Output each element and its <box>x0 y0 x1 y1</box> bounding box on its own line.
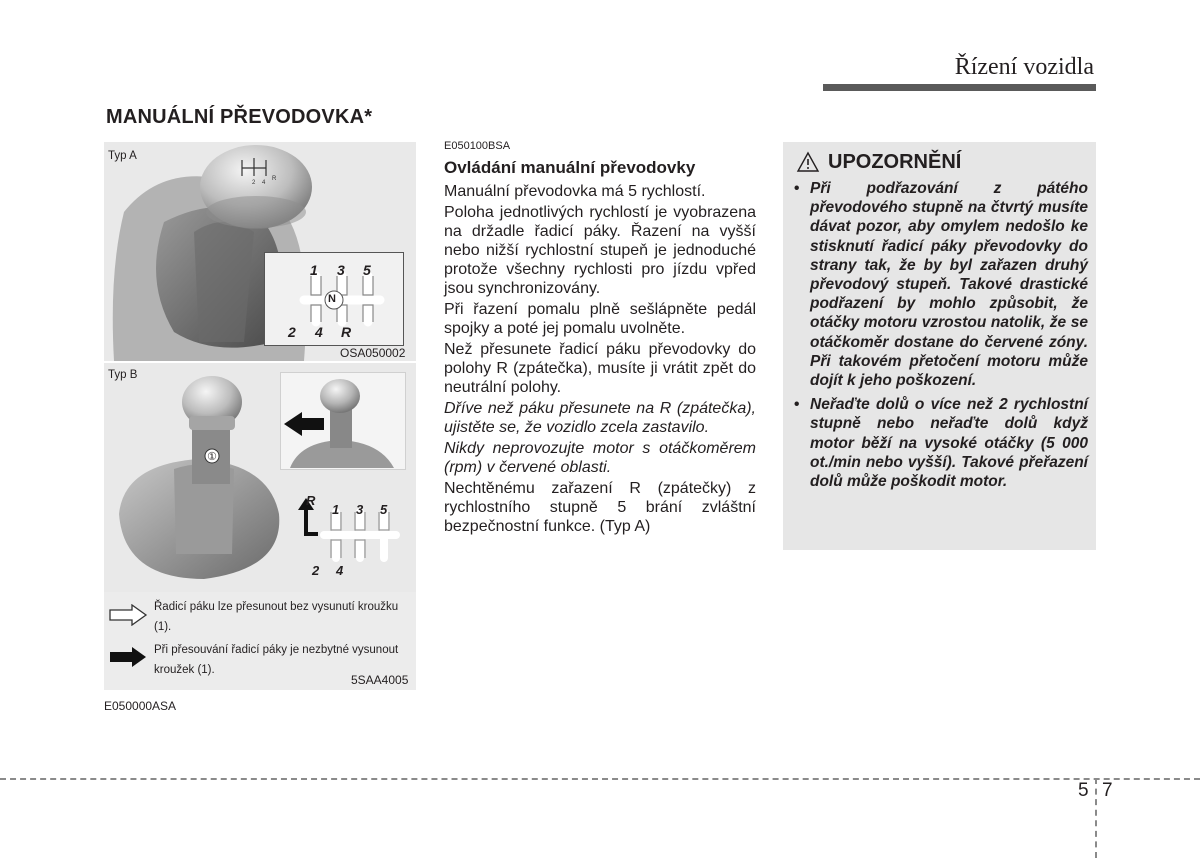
subsection-heading: Ovládání manuální převodovky <box>444 158 696 177</box>
footer-vertical-divider <box>1095 778 1097 858</box>
shift-a-gear-r: R <box>341 324 352 340</box>
warning-item-text: Neřaďte dolů o více než 2 rychlostní stupně nebo neřaďte dolů když motor běží na vysoké otáčky (5 000 ot./min nebo vyšší). Takové přeřazení dolů může poškodit motor. <box>810 396 1088 491</box>
body-paragraph: Než přesunete řadicí páku převodovky do polohy R (zpátečka), musíte ji vrátit zpět do neutrální polohy. <box>444 341 756 396</box>
section-reference-code: E050100BSA <box>444 140 511 152</box>
body-paragraph: Poloha jednotlivých rychlostí je vyobrazena na držadle řadicí páky. Řazení na vyšší nebo nižší rychlostní stupeň je jednoduché protože všechny rychlosti pro jízdu vpřed jsou synchronizovány. <box>444 204 756 297</box>
footer-dashed-line <box>0 778 1200 780</box>
shift-a-gear-5: 5 <box>363 262 371 278</box>
shift-b-gear-4: 4 <box>336 563 344 578</box>
knob-lift-illustration <box>280 372 404 468</box>
figure-divider <box>104 361 416 363</box>
outline-arrow-icon <box>108 604 148 626</box>
shift-b-gear-5: 5 <box>380 502 388 517</box>
ring-marker-label: ① <box>207 451 217 463</box>
body-paragraph-italic: Nikdy neprovozujte motor s otáčkoměrem (rpm) v červené oblasti. <box>444 440 756 476</box>
figure-b-code: 5SAA4005 <box>351 673 409 687</box>
shift-a-gear-4: 4 <box>315 324 323 340</box>
shift-a-gear-3: 3 <box>337 262 345 278</box>
warning-triangle-icon <box>796 151 820 173</box>
legend-text-solid: Při přesouvání řadicí páky je nezbytné vysunout kroužek (1). <box>154 644 399 676</box>
body-paragraph: Při řazení pomalu plně sešlápněte pedál spojky a poté jej pomalu uvolněte. <box>444 301 756 337</box>
svg-text:R: R <box>272 176 277 182</box>
figure-a-code: OSA050002 <box>340 346 406 360</box>
legend-text-outline: Řadicí páku lze přesunout bez vysunutí kroužku (1). <box>154 601 399 633</box>
warning-list <box>790 179 1088 496</box>
header-bar <box>823 84 1096 91</box>
solid-arrow-icon <box>108 646 148 668</box>
figure-a-label: Typ A <box>108 150 137 162</box>
shift-b-gear-1: 1 <box>332 502 340 517</box>
shift-b-gear-2: 2 <box>312 563 320 578</box>
body-paragraph-italic: Dříve než páku přesunete na R (zpátečka), ujistěte se, že vozidlo zcela zastavilo. <box>444 400 756 436</box>
svg-text:4: 4 <box>262 180 266 186</box>
bullet-glyph: • <box>794 396 800 414</box>
body-paragraph: Nechtěnému zařazení R (zpátečky) z rychlostního stupně 5 brání zvláštní bezpečnostní funkce. (Typ A) <box>444 480 756 535</box>
warning-item <box>790 179 1088 390</box>
shift-b-gear-3: 3 <box>356 502 364 517</box>
warning-item <box>790 395 1088 491</box>
body-paragraph: Manuální převodovka má 5 rychlostí. <box>444 183 706 200</box>
chapter-number: 5 <box>1078 780 1089 801</box>
figure-reference-code: E050000ASA <box>104 699 177 713</box>
bullet-glyph: • <box>794 180 800 197</box>
warning-title: UPOZORNĚNÍ <box>828 151 962 173</box>
section-title: MANUÁLNÍ PŘEVODOVKA* <box>106 106 373 128</box>
svg-text:2: 2 <box>252 180 256 186</box>
figure-b-label: Typ B <box>108 369 138 381</box>
body-text <box>444 182 756 538</box>
shift-a-gear-2: 2 <box>288 324 296 340</box>
page-number: 7 <box>1102 780 1113 801</box>
chapter-title: Řízení vozidla <box>954 54 1094 80</box>
shift-a-neutral: N <box>328 293 336 305</box>
warning-item-text: Při podřazování z pátého převodového stupně na čtvrtý musíte dávat pozor, aby omylem nedošlo ke stisknutí řadicí páky převodovky do strany tak, že by byl zařazen druhý převodový stupeň. Takové drastické podřazení by mohlo způsobit, že otáčky motoru vzrostou natolik, že se otáčkoměr dostane do červené zóny. Při takovém přetočení motoru může dojít k jeho poškození. <box>810 180 1088 390</box>
shift-b-gear-r: R <box>306 493 316 508</box>
shift-a-gear-1: 1 <box>310 262 318 278</box>
